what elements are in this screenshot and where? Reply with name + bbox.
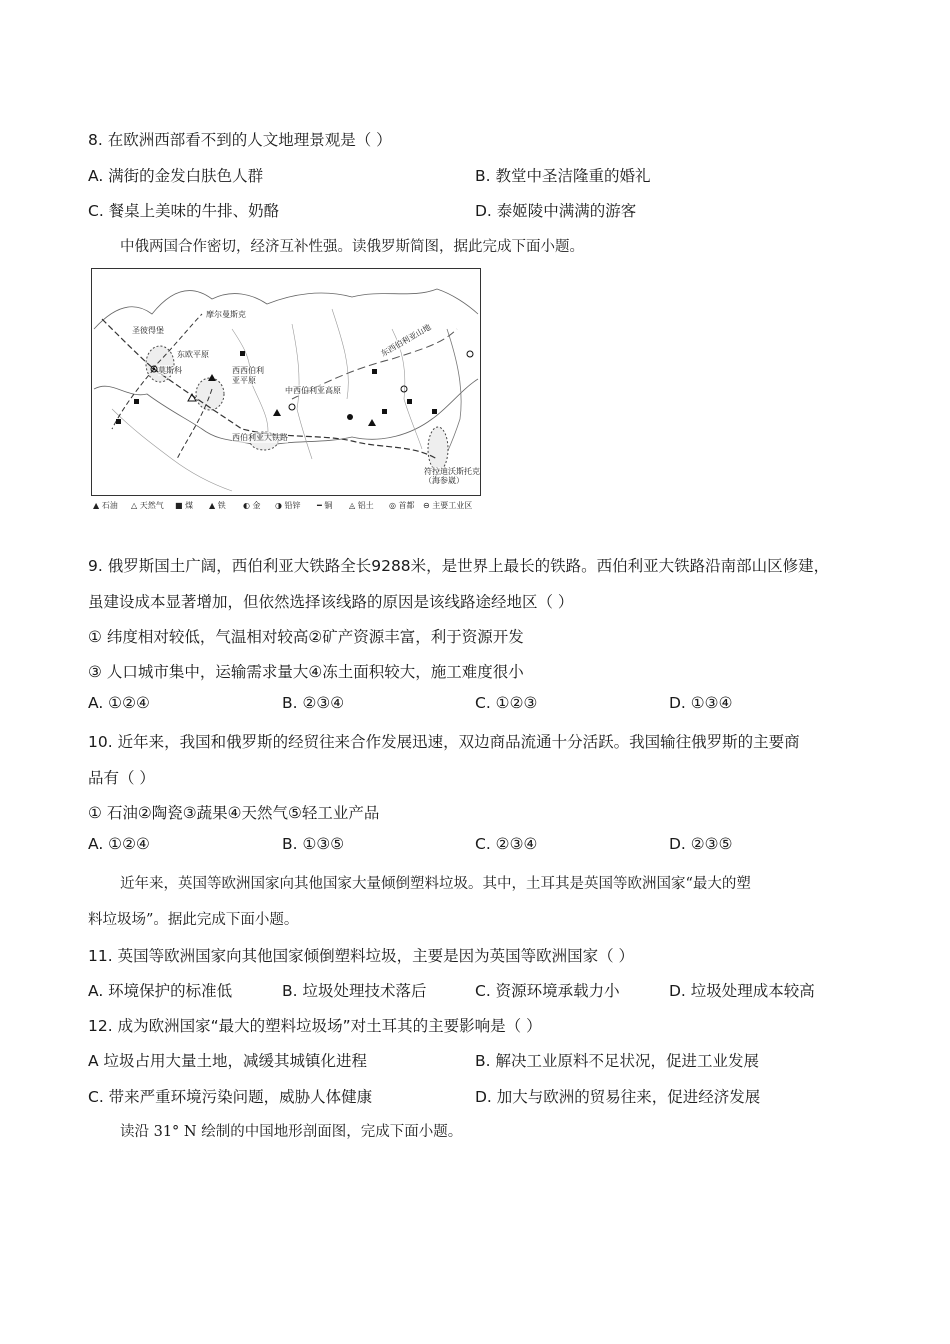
q10-statement: ① 石油②陶瓷③蔬果④天然气⑤轻工业产品 <box>88 804 380 822</box>
map-label-east-siberian-mountains: 东西伯利亚山地 <box>379 322 433 359</box>
q10-stem-line2: 品有（ ） <box>88 769 155 787</box>
q12-stem: 12. 成为欧洲国家“最大的塑料垃圾场”对土耳其的主要影响是（ ） <box>88 1017 542 1035</box>
q9-option-c: C. ①②③ <box>475 694 538 712</box>
q11-option-c: C. 资源环境承载力小 <box>475 982 620 1000</box>
legend-lead-zinc: ◑ 铅锌 <box>275 501 301 510</box>
map-label-east-european-plain: 东欧平原 <box>177 350 209 359</box>
q10-option-a: A. ①②④ <box>88 835 150 853</box>
q10-stem-line1: 10. 近年来，我国和俄罗斯的经贸往来合作发展迅速，双边商品流通十分活跃。我国输往俄罗斯的主要商 <box>88 733 800 751</box>
map-label-central-siberian-plateau: 中西伯利亚高原 <box>285 386 341 395</box>
legend-iron: ▲ 铁 <box>209 501 226 510</box>
legend-oil: ▲ 石油 <box>93 501 118 510</box>
intro-plastic-line2: 料垃圾场”。据此完成下面小题。 <box>88 912 299 928</box>
q12-option-b: B. 解决工业原料不足状况，促进工业发展 <box>475 1052 759 1070</box>
q12-option-a: A 垃圾占用大量土地，减缓其城镇化进程 <box>88 1052 368 1070</box>
q9-statement1: ① 纬度相对较低，气温相对较高②矿产资源丰富，利于资源开发 <box>88 628 524 646</box>
map-label-murmansk: 摩尔曼斯克 <box>206 310 246 319</box>
intro-russia: 中俄两国合作密切，经济互补性强。读俄罗斯简图，据此完成下面小题。 <box>120 239 584 255</box>
legend-gas: △ 天然气 <box>131 501 164 510</box>
legend-coal: ■ 煤 <box>175 501 194 510</box>
q9-option-a: A. ①②④ <box>88 694 150 712</box>
q8-option-c: C. 餐桌上美味的牛排、奶酪 <box>88 202 280 220</box>
q9-statement2: ③ 人口城市集中，运输需求量大④冻土面积较大，施工难度很小 <box>88 663 524 681</box>
q9-stem-line1: 9. 俄罗斯国土广阔，西伯利亚大铁路全长9288米，是世界上最长的铁路。西伯利亚大铁路沿南部山区修建， <box>88 557 830 575</box>
q9-option-d: D. ①③④ <box>669 694 733 712</box>
q8-option-b: B. 教堂中圣洁隆重的婚礼 <box>475 167 651 185</box>
q12-option-d: D. 加大与欧洲的贸易往来，促进经济发展 <box>475 1088 761 1106</box>
map-drawing <box>92 269 480 495</box>
legend-bauxite: ◬ 铝土 <box>349 501 374 510</box>
map-label-st-petersburg: 圣彼得堡 <box>132 326 164 335</box>
russia-map <box>91 268 481 496</box>
q8-stem: 8. 在欧洲西部看不到的人文地理景观是（ ） <box>88 131 392 149</box>
legend-gold: ◐ 金 <box>243 501 261 510</box>
q8-option-d: D. 泰姬陵中满满的游客 <box>475 202 637 220</box>
intro-plastic-line1: 近年来，英国等欧洲国家向其他国家大量倾倒塑料垃圾。其中，土耳其是英国等欧洲国家“最大的塑 <box>120 876 751 892</box>
russia-map-figure <box>91 268 481 516</box>
intro-profile: 读沿 31° N 绘制的中国地形剖面图，完成下面小题。 <box>120 1124 463 1140</box>
q9-option-b: B. ②③④ <box>282 694 345 712</box>
q11-option-a: A. 环境保护的标准低 <box>88 982 233 1000</box>
legend-industrial-zone: ⊖ 主要工业区 <box>423 501 473 510</box>
q11-stem: 11. 英国等欧洲国家向其他国家倾倒塑料垃圾，主要是因为英国等欧洲国家（ ） <box>88 947 635 965</box>
q11-option-d: D. 垃圾处理成本较高 <box>669 982 815 1000</box>
q10-option-b: B. ①③⑤ <box>282 835 345 853</box>
q10-option-c: C. ②③④ <box>475 835 538 853</box>
map-label-trans-siberian-railway: 西伯利亚大铁路 <box>232 433 288 442</box>
q9-stem-line2: 虽建设成本显著增加，但依然选择该线路的原因是该线路途经地区（ ） <box>88 593 574 611</box>
map-legend <box>93 500 481 514</box>
map-label-west-siberian-plain: 西西伯利亚平原 <box>232 366 268 386</box>
map-label-vladivostok: 符拉迪沃斯托克（海参崴） <box>424 467 480 485</box>
legend-copper: ━ 铜 <box>317 501 333 510</box>
q10-option-d: D. ②③⑤ <box>669 835 733 853</box>
map-label-moscow: 莫斯科 <box>158 366 182 375</box>
q12-option-c: C. 带来严重环境污染问题，威胁人体健康 <box>88 1088 373 1106</box>
legend-capital: ◎ 首都 <box>389 501 415 510</box>
q11-option-b: B. 垃圾处理技术落后 <box>282 982 427 1000</box>
q8-option-a: A. 满街的金发白肤色人群 <box>88 167 264 185</box>
